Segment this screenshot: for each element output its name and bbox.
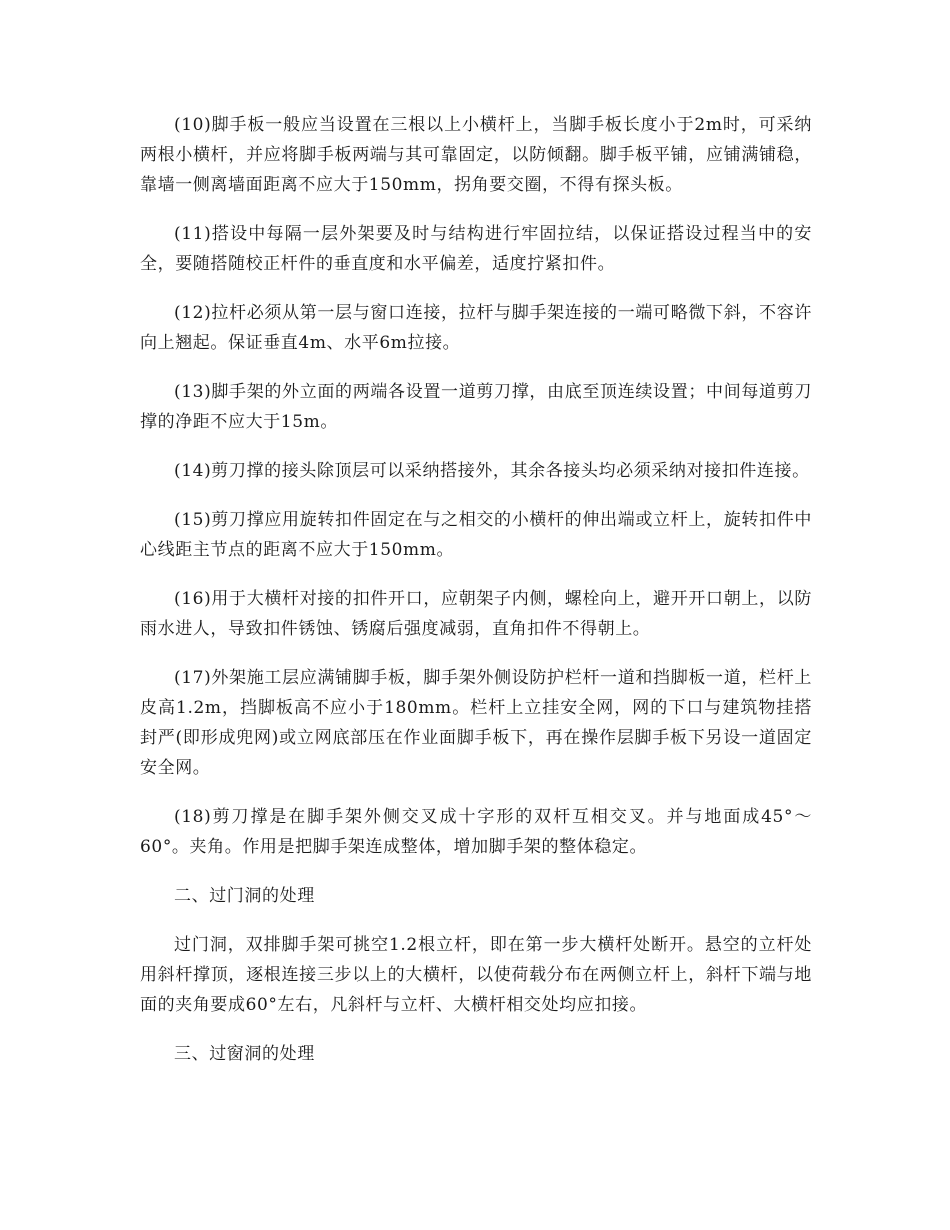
section-heading-door-opening: 二、过门洞的处理 bbox=[174, 886, 315, 906]
paragraph-11: (11)搭设中每隔一层外架要及时与结构进行牢固拉结，以保证搭设过程当中的安全，要随搭随校正杆件的垂直度和水平偏差，适度拧紧扣件。 bbox=[140, 224, 812, 274]
paragraph-17: (17)外架施工层应满铺脚手板，脚手架外侧设防护栏杆一道和挡脚板一道，栏杆上皮高1.2m，挡脚板高不应小于180mm。栏杆上立挂安全网，网的下口与建筑物挂搭封严(即形成兜网)或立网底部压在作业面脚手板下，再在操作层脚手板下另设一道固定安全网。 bbox=[140, 668, 812, 778]
paragraph-door-opening: 过门洞，双排脚手架可挑空1.2根立杆，即在第一步大横杆处断开。悬空的立杆处用斜杆撑顶，逐根连接三步以上的大横杆，以使荷载分布在两侧立杆上，斜杆下端与地面的夹角要成60°左右，凡斜杆与立杆、大横杆相交处均应扣接。 bbox=[140, 935, 812, 1015]
document-body bbox=[140, 110, 812, 1088]
paragraph-14: (14)剪刀撑的接头除顶层可以采纳搭接外，其余各接头均必须采纳对接扣件连接。 bbox=[174, 461, 810, 481]
paragraph-18: (18)剪刀撑是在脚手架外侧交叉成十字形的双杆互相交叉。并与地面成45°～60°。夹角。作用是把脚手架连成整体，增加脚手架的整体稳定。 bbox=[140, 807, 812, 857]
paragraph-15: (15)剪刀撑应用旋转扣件固定在与之相交的小横杆的伸出端或立杆上，旋转扣件中心线距主节点的距离不应大于150mm。 bbox=[140, 510, 812, 560]
paragraph-13: (13)脚手架的外立面的两端各设置一道剪刀撑，由底至顶连续设置；中间每道剪刀撑的净距不应大于15m。 bbox=[140, 382, 812, 432]
paragraph-10: (10)脚手板一般应当设置在三根以上小横杆上，当脚手板长度小于2m时，可采纳两根小横杆，并应将脚手板两端与其可靠固定，以防倾翻。脚手板平铺，应铺满铺稳，靠墙一侧离墙面距离不应大于150mm，拐角要交圈，不得有探头板。 bbox=[140, 115, 812, 195]
paragraph-12: (12)拉杆必须从第一层与窗口连接，拉杆与脚手架连接的一端可略微下斜，不容许向上翘起。保证垂直4m、水平6m拉接。 bbox=[140, 303, 812, 353]
section-heading-window-opening: 三、过窗洞的处理 bbox=[174, 1044, 315, 1064]
paragraph-16: (16)用于大横杆对接的扣件开口，应朝架子内侧，螺栓向上，避开开口朝上，以防雨水进人，导致扣件锈蚀、锈腐后强度减弱，直角扣件不得朝上。 bbox=[140, 589, 812, 639]
